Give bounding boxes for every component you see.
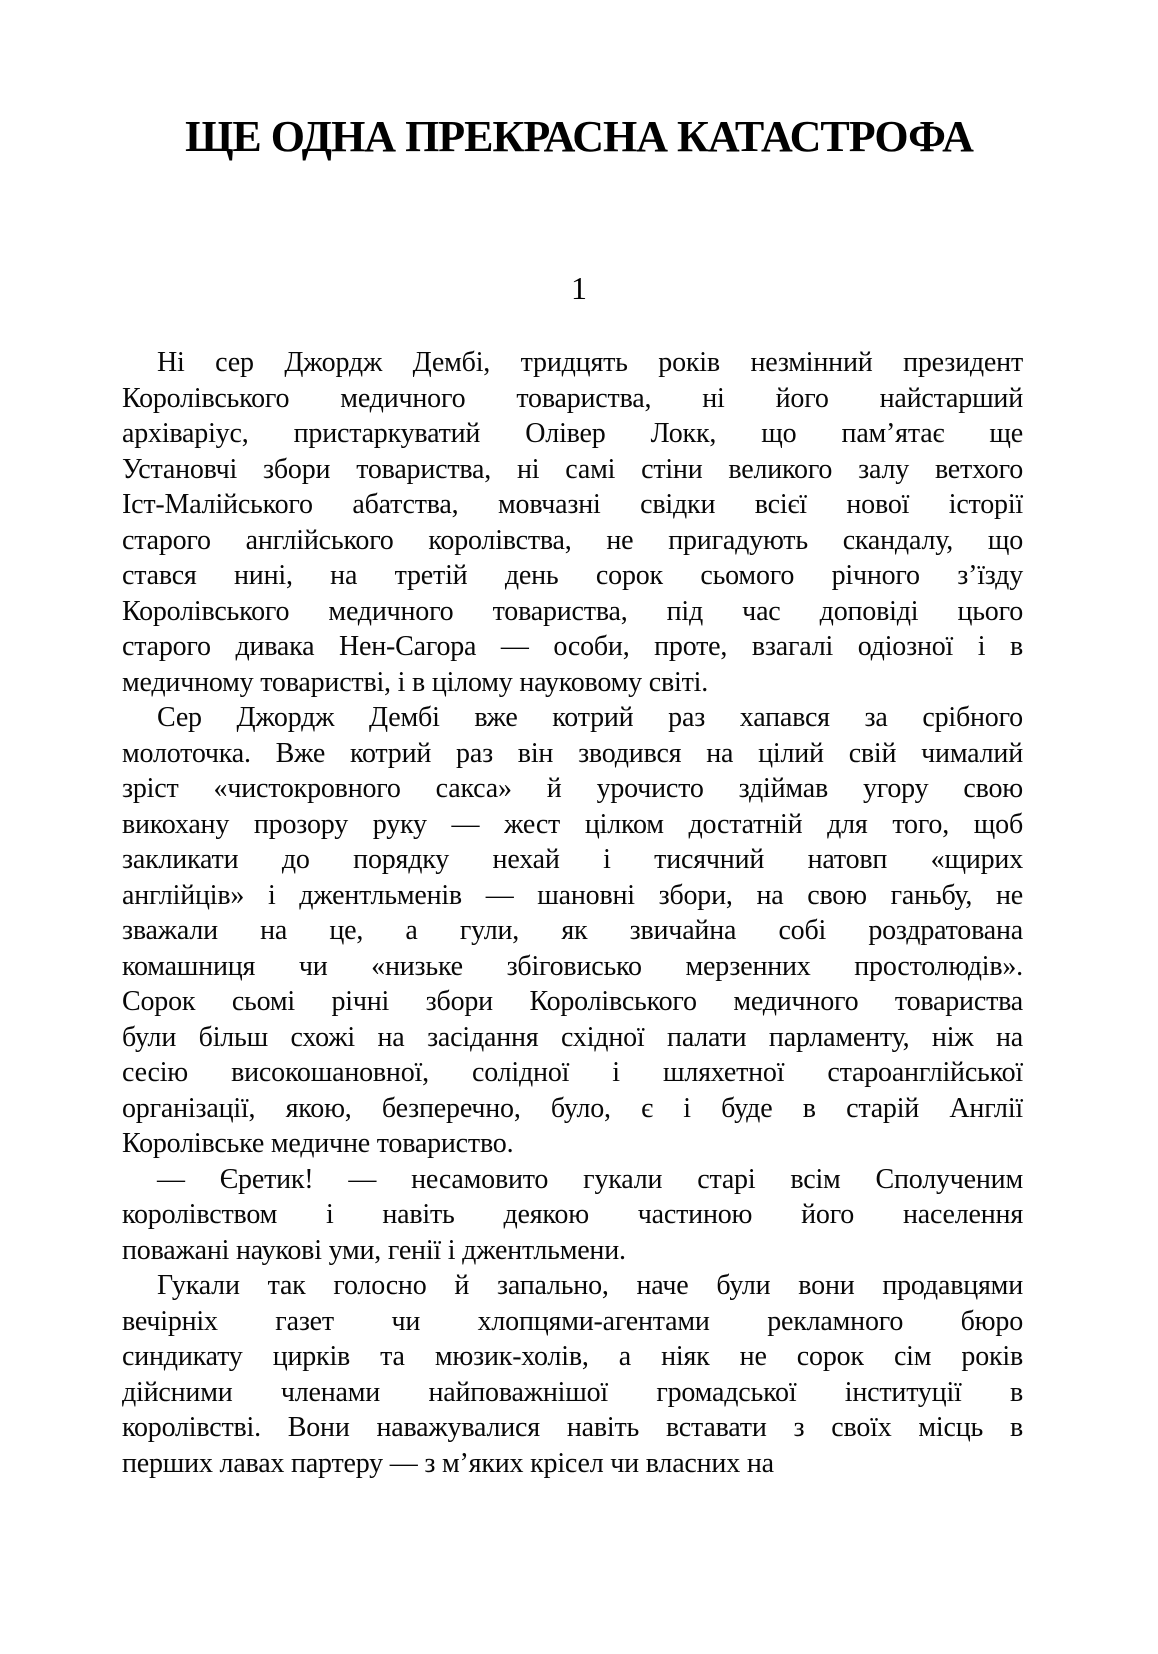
paragraph (122, 1268, 1023, 1481)
text-line: англійців» і джентльменів — шановні збори, на свою ганьбу, не (122, 879, 1023, 911)
text-line: старого англійського королівства, не пригадують скандалу, що (122, 524, 1023, 556)
text-line: Гукали так голосно й запально, наче були вони продавцями (157, 1270, 1023, 1301)
text-line: Іст-Малійського абатства, мовчазні свідки всієї нової історії (122, 489, 1023, 520)
paragraph (122, 700, 1023, 1162)
text-line: вечірніх газет чи хлопцями-агентами рекламного бюро (122, 1305, 1023, 1337)
text-line: Установчі збори товариства, ні самі стіни великого залу ветхого (122, 453, 1023, 485)
text-line: королівством і навіть деякою частиною його населення (122, 1199, 1023, 1230)
section-number: 1 (571, 270, 587, 306)
paragraph (122, 1162, 1023, 1269)
text-line: сесію високошановної, солідної і шляхетної староанглійської (122, 1057, 1023, 1088)
text-line: Королівського медичного товариства, під час доповіді цього (122, 595, 1023, 627)
text-line: перших лавах партеру — з м’яких крісел чи власних на (122, 1447, 774, 1479)
body-text (122, 345, 1023, 1481)
text-line: поважані наукові уми, генії і джентльмени. (122, 1234, 626, 1266)
text-line: зважали на це, а гули, як звичайна собі роздратована (122, 915, 1023, 946)
text-line: викохану прозору руку — жест цілком достатній для того, щоб (122, 808, 1023, 840)
text-line: стався нині, на третій день сорок сьомого річного з’їзду (122, 560, 1023, 591)
text-line: Ні сер Джордж Дембі, тридцять років незмінний президент (157, 347, 1023, 378)
text-line: дійсними членами найповажнішої громадської інституції в (122, 1376, 1023, 1408)
text-line: Сер Джордж Дембі вже котрий раз хапався за срібного (157, 702, 1023, 733)
text-line: архіваріус, пристаркуватий Олівер Локк, що пам’ятає ще (122, 418, 1023, 449)
text-line: старого дивака Нен-Сагора — особи, проте, взагалі одіозної і в (122, 631, 1023, 662)
text-line: Королівського медичного товариства, ні його найстарший (122, 382, 1023, 414)
text-line: організації, якою, безперечно, було, є і буде в старій Англії (122, 1092, 1023, 1124)
text-line: Королівське медичне товариство. (122, 1128, 514, 1159)
text-line: зріст «чистокровного сакса» й урочисто здіймав угору свою (122, 773, 1023, 804)
text-line: — Єретик! — несамовито гукали старі всім Сполученим (157, 1163, 1023, 1195)
chapter-title: ЩЕ ОДНА ПРЕКРАСНА КАТАСТРОФА (185, 112, 973, 161)
text-line: королівстві. Вони наважувалися навіть вставати з своїх місць в (122, 1412, 1023, 1443)
text-line: закликати до порядку нехай і тисячний натовп «щирих (122, 844, 1023, 875)
text-line: комашниця чи «низьке збіговисько мерзенних простолюдів». (122, 950, 1023, 982)
text-line: були більш схожі на засідання східної палати парламенту, ніж на (122, 1021, 1023, 1053)
text-line: Сорок сьомі річні збори Королівського медичного товариства (122, 986, 1023, 1017)
text-line: синдикату цирків та мюзик-холів, а ніяк не сорок сім років (122, 1341, 1023, 1372)
text-line: молоточка. Вже котрий раз він зводився на цілий свій чималий (122, 737, 1023, 769)
paragraph (122, 345, 1023, 700)
text-line: медичному товаристві, і в цілому науковому світі. (122, 666, 709, 698)
